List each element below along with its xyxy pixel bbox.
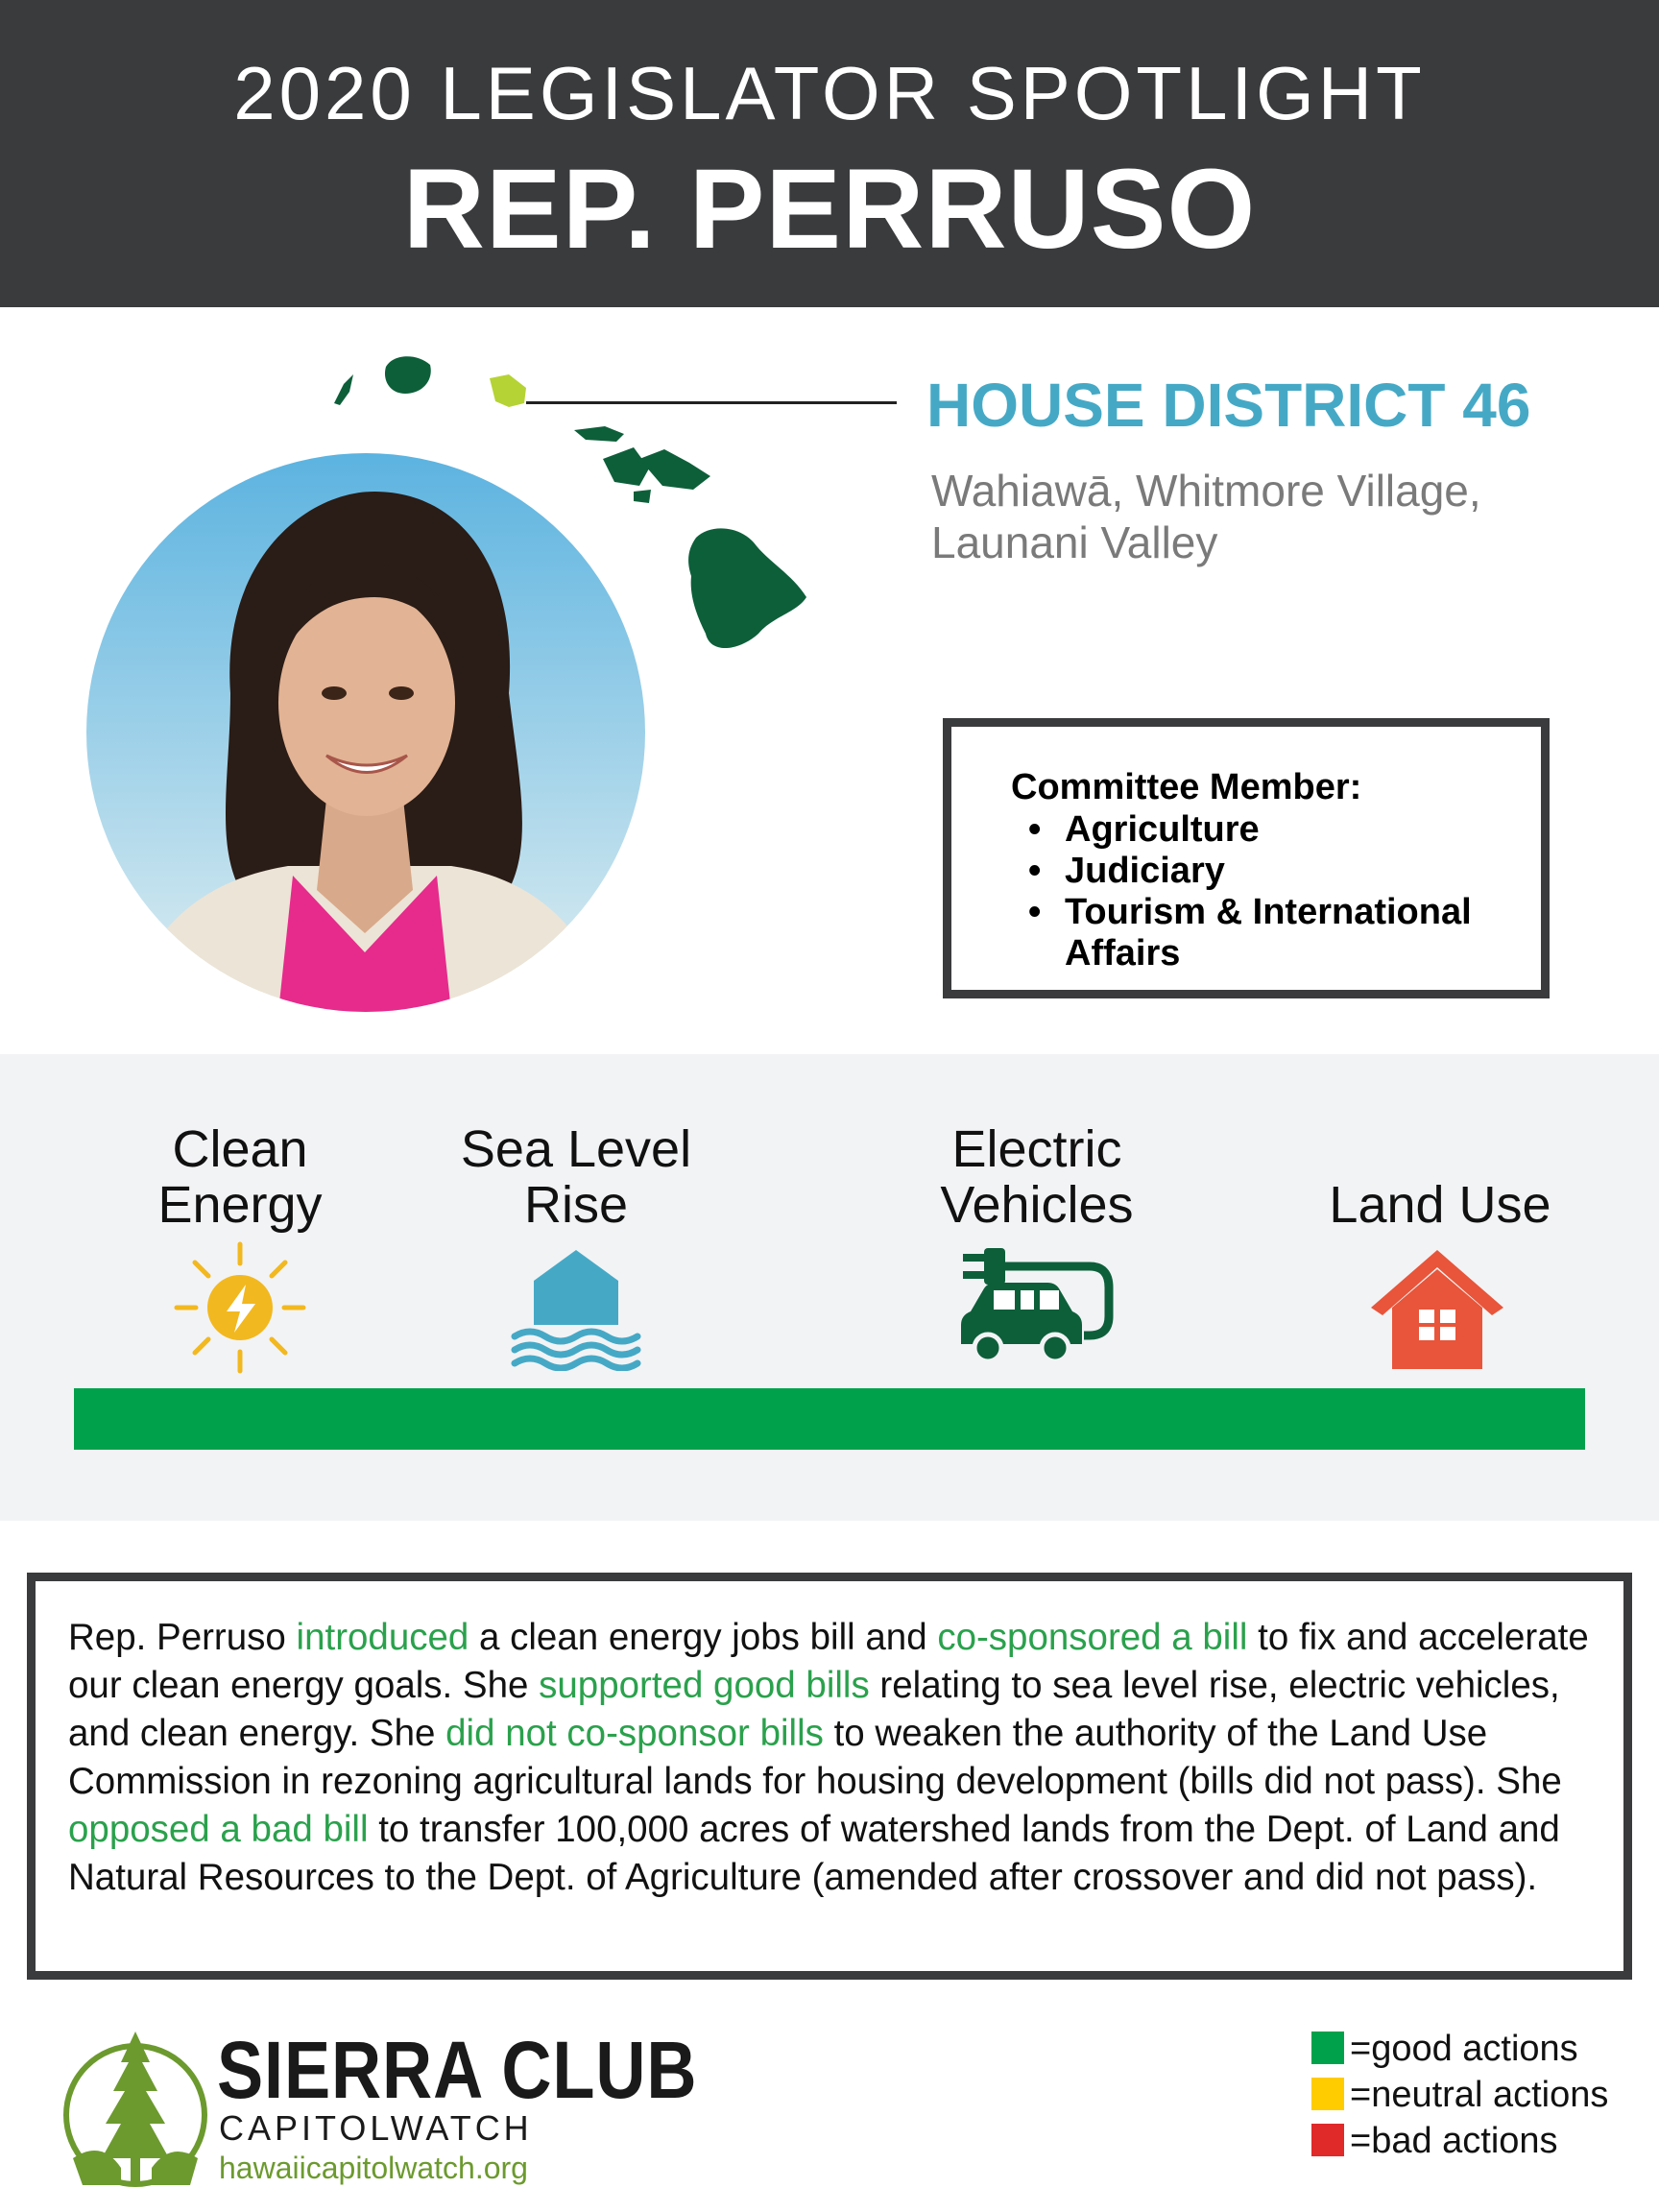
issue-label-line: Electric [951,1120,1122,1178]
org-url-link[interactable]: hawaiicapitolwatch.org [219,2151,528,2185]
issue-label-line: Energy [157,1176,323,1234]
sun-bolt-icon [173,1240,307,1375]
header-subtitle: 2020 LEGISLATOR SPOTLIGHT [233,51,1426,135]
legend-label: =bad actions [1350,2121,1558,2161]
issue-label-land-use [1286,1121,1594,1233]
issue-label-sea-level-rise [422,1121,730,1233]
legend-item-neutral [1311,2076,1608,2114]
org-subtitle: CAPITOLWATCH [219,2108,533,2148]
summary-text [68,1614,1614,1902]
issue-label-line: Sea Level [460,1120,692,1178]
summary-box [27,1573,1632,1980]
summary-highlight: opposed a bad bill [68,1809,369,1850]
committee-box [943,718,1550,998]
house-waves-icon [511,1250,641,1371]
legend-label: =good actions [1350,2029,1578,2069]
issue-label-line [1286,1121,1594,1177]
district-title: HOUSE DISTRICT 46 [926,371,1531,440]
page-title: REP. PERRUSO [402,146,1257,273]
committee-item: • Judiciary [1065,851,1583,892]
district-areas-line: Wahiawā, Whitmore Village, [931,466,1481,516]
issue-label-electric-vehicles [893,1121,1181,1233]
committee-item: • Tourism & International Affairs [1065,892,1583,974]
summary-highlight: supported good bills [539,1665,870,1706]
summary-segment: to weaken the authority of the Land Use Commission in rezoning agricultural lands for housing development (bills did not pass). She [68,1713,1562,1802]
summary-highlight: introduced [296,1617,469,1658]
sierra-club-logo [63,2024,207,2193]
district-pointer-line [526,401,897,404]
legend-swatch [1311,2124,1344,2156]
committee-heading: Committee Member: [1011,767,1362,807]
hawaii-islands-map [326,346,826,672]
org-name: SIERRA CLUB [217,2025,698,2115]
summary-segment: to fix and accelerate our clean energy goals. She [68,1617,1589,1706]
summary-segment: relating to sea level rise, electric vehicles, and clean energy. She [68,1665,1560,1754]
summary-highlight: co-sponsored a bill [937,1617,1248,1658]
legend-label: =neutral actions [1350,2075,1609,2115]
legend-swatch [1311,2032,1344,2064]
summary-segment: a clean energy jobs bill and [469,1617,938,1658]
issue-label-line: Vehicles [940,1176,1134,1234]
summary-segment: Rep. Perruso [68,1617,297,1658]
issue-label-clean-energy [125,1121,355,1233]
issue-label-line: Clean [172,1120,308,1178]
issue-label-line: Rise [523,1176,629,1234]
committee-item: • Agriculture [1065,809,1583,851]
legend-item-bad [1311,2122,1558,2160]
committee-list [1011,809,1583,974]
issue-label-line: Land Use [1329,1176,1551,1234]
legend-swatch [1311,2078,1344,2110]
electric-car-icon [955,1244,1115,1367]
district-areas [931,465,1603,568]
summary-segment: to transfer 100,000 acres of watershed lands from the Dept. of Land and Natural Resources to the Dept. of Agriculture (amended after crossover and did not pass). [68,1809,1560,1898]
summary-highlight: did not co-sponsor bills [445,1713,824,1754]
district-areas-line: Launani Valley [931,517,1218,567]
score-bar-good [74,1388,1585,1450]
house-icon [1367,1246,1507,1371]
legend-item-good [1311,2030,1578,2068]
